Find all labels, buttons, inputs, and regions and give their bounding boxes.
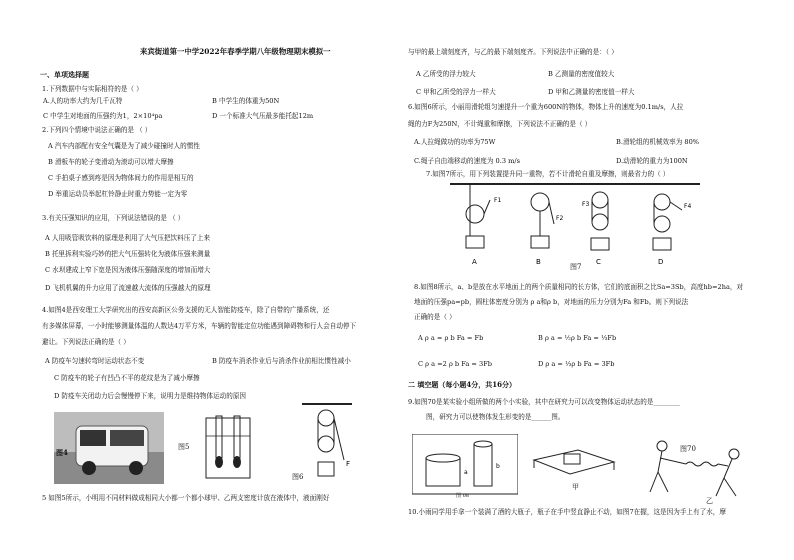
option-b-label: B bbox=[536, 258, 541, 266]
pulley-options-diagram bbox=[450, 180, 700, 274]
right-line: 正确的是（ ） bbox=[414, 313, 456, 321]
left-line: C 水坝建成上窄下宽是因为液体压强随深度的增加而增大 bbox=[45, 266, 211, 274]
left-line: 避让。下列说法正确的是（ ） bbox=[42, 338, 130, 346]
left-line: 5 如图5所示，小明用不同材料做成相同大小都一个都小球甲、乙两支密度计放在液体中，液面刚好 bbox=[42, 494, 330, 502]
figure-7-label: 图7 bbox=[570, 263, 582, 271]
right-line: D 甲和乙测量的密度值一样大 bbox=[548, 88, 635, 96]
right-line: 9.如图70是某实验小组所做的两个小实验，其中在研究力可以改变物体运动状态的是________ bbox=[408, 398, 680, 406]
jia-label: 甲 bbox=[572, 483, 579, 491]
right-line: B 乙测量的密度值较大 bbox=[548, 70, 615, 78]
left-line: 3.有关压强知识的应用，下列说法错误的是 （ ） bbox=[42, 214, 185, 222]
figure-5-label: 图5 bbox=[178, 443, 190, 451]
left-line: D 飞机机翼的升力应用了流速越大流体的压强越大的原理 bbox=[45, 284, 211, 292]
left-line: A.人的功率大约为几千瓦特 bbox=[43, 97, 123, 105]
left-line: D 举重运动员举起杠铃静止时重力势能一定为零 bbox=[48, 190, 188, 198]
right-line: 8.如图8所示，a、b是放在水平地面上的两个质量相同的长方体，它们的底面积之比Sa=3Sb，高度hb=2ha，对 bbox=[414, 283, 744, 291]
right-line: C 甲和乙所受的浮力一样大 bbox=[416, 88, 496, 96]
right-line: B.滑轮组的机械效率为 80% bbox=[616, 138, 700, 146]
figure-8-label: 图 08 bbox=[456, 493, 469, 499]
left-line: 一、单项选择题 bbox=[40, 70, 89, 79]
figure-70-label: 图70 bbox=[680, 445, 696, 453]
right-line: 绳的力F为250N，不计绳重和摩擦，下列说法不正确的是（ ） bbox=[408, 120, 592, 128]
f3-label: F3 bbox=[582, 201, 590, 208]
left-line: B 防疫车消杀作业后与消杀作业前相比惯性减小 bbox=[212, 357, 351, 365]
left-line: C 手拍桌子感到疼是因为物体间力的作用是相互的 bbox=[48, 174, 194, 182]
figure-70 bbox=[528, 430, 758, 510]
right-line: 7.如图7所示，用下列装置提升同一重物，若不计滑轮自重及摩擦，则最省力的（ ） bbox=[426, 170, 670, 178]
figure-6-label: 图6 bbox=[292, 473, 304, 481]
f-label: F bbox=[346, 460, 351, 468]
left-line: B 中学生的体重为50N bbox=[212, 97, 280, 105]
left-line: 2.下列四个情境中说法正确的是 （ ） bbox=[42, 126, 152, 134]
option-d-label: D bbox=[658, 258, 664, 266]
right-line: 6.如图6所示，小丽用滑轮组匀速提升一个重为600N的物体，物体上升的速度为0.1m/s，人拉 bbox=[408, 103, 684, 111]
right-line: A 乙所受的浮力较大 bbox=[416, 70, 476, 78]
options8-line: A ρ a = ρ b Fa = Fb bbox=[418, 334, 484, 342]
right-line: 地面的压强pa=pb，圆柱体密度分别为 ρ a和ρ b，对地面的压力分别为Fa 和Fb。则下列说法 bbox=[414, 298, 689, 306]
cylinders-diagram bbox=[412, 434, 518, 500]
options8-line: B ρ a = ½ρ b Fa = ⅓Fb bbox=[538, 334, 617, 342]
figure-8 bbox=[412, 434, 518, 500]
left-line: 1.下列数据中与实际相符的是（ ） bbox=[42, 85, 143, 93]
right-line: A.人拉绳做功的功率为75W bbox=[414, 138, 496, 146]
yi-label: 乙 bbox=[706, 497, 713, 505]
left-line: C 中学生对地面的压强约为1，2×10⁴pa bbox=[43, 112, 163, 120]
right-line: 10.小雨同学用手拿一个装满了酒的大瓶子，瓶子在手中竖直静止不动，如图7在握，这是因为手上有了水，摩 bbox=[408, 508, 726, 516]
left-line: A 汽车内部配有安全气囊是为了减少碰撞时人的惯性 bbox=[48, 142, 200, 150]
left-line: 有多媒体屏幕，一小时能够测量体温的人数达4万平方米，车辆的智能定位功能遇到障碍物和行人会自动停下 bbox=[42, 322, 357, 330]
f4-label: F4 bbox=[684, 203, 692, 210]
left-line: C 防疫车的轮子有凹凸不平的花纹是为了减小摩擦 bbox=[54, 374, 200, 382]
option-c-label: C bbox=[596, 258, 601, 266]
left-line: A 人用吸管吸饮料的原理是利用了大气压把饮料压了上来 bbox=[45, 234, 211, 242]
experiments-diagram bbox=[528, 430, 758, 510]
beaker-diagram bbox=[178, 412, 268, 484]
left-line: B 滑板车的轮子变滑动为滚动可以增大摩擦 bbox=[48, 158, 174, 166]
figure-7 bbox=[450, 180, 700, 274]
figure-5 bbox=[178, 412, 268, 484]
left-line: D 一个标准大气压最多能托起12m bbox=[212, 112, 314, 120]
left-line: B 托里拆利实验巧妙的把大气压强转化为液体压强来测量 bbox=[45, 250, 211, 258]
right-line: C.绳子自由端移动的速度为 0.3 m/s bbox=[414, 157, 520, 165]
right-line: 与甲的最上端刻度齐，与乙的最下端刻度齐。下列说法中正确的是：（ ） bbox=[408, 48, 618, 56]
right-line: 图，研究力可以使物体发生形变的是______图。 bbox=[426, 413, 565, 421]
figure-4 bbox=[54, 412, 164, 484]
right-line: 二 填空题（每小题4分，共16分） bbox=[408, 380, 517, 389]
f1-label: F1 bbox=[494, 197, 502, 204]
vehicle-photo bbox=[54, 412, 164, 484]
a-label: a bbox=[464, 469, 468, 476]
b-label: b bbox=[496, 463, 500, 470]
pulley-diagram bbox=[292, 400, 372, 488]
options8-line: C ρ a =2 ρ b Fa = 3Fb bbox=[418, 360, 493, 368]
f2-label: F2 bbox=[556, 215, 564, 222]
option-a-label: A bbox=[472, 258, 477, 266]
figure-4-label: 图4 bbox=[56, 448, 68, 457]
page-title: 来宾街道第一中学2022年春季学期八年级物理期末模拟一 bbox=[140, 47, 331, 56]
options8-line: D ρ a = ⅓ρ b Fa = 3Fb bbox=[538, 360, 615, 368]
figure-6 bbox=[292, 400, 372, 488]
left-line: A 防疫车匀速转弯时运动状态不变 bbox=[45, 357, 145, 365]
right-line: D.动滑轮的重力为100N bbox=[616, 157, 688, 165]
left-line: 4.如图4是西安理工大学研究出的西安高新区公务支援的无人智能防疫车，除了自带的广播系统，还 bbox=[42, 306, 330, 314]
left-line: D 防疫车关闭动力后会慢慢停下来，说明力是维持物体运动的原因 bbox=[54, 392, 247, 400]
